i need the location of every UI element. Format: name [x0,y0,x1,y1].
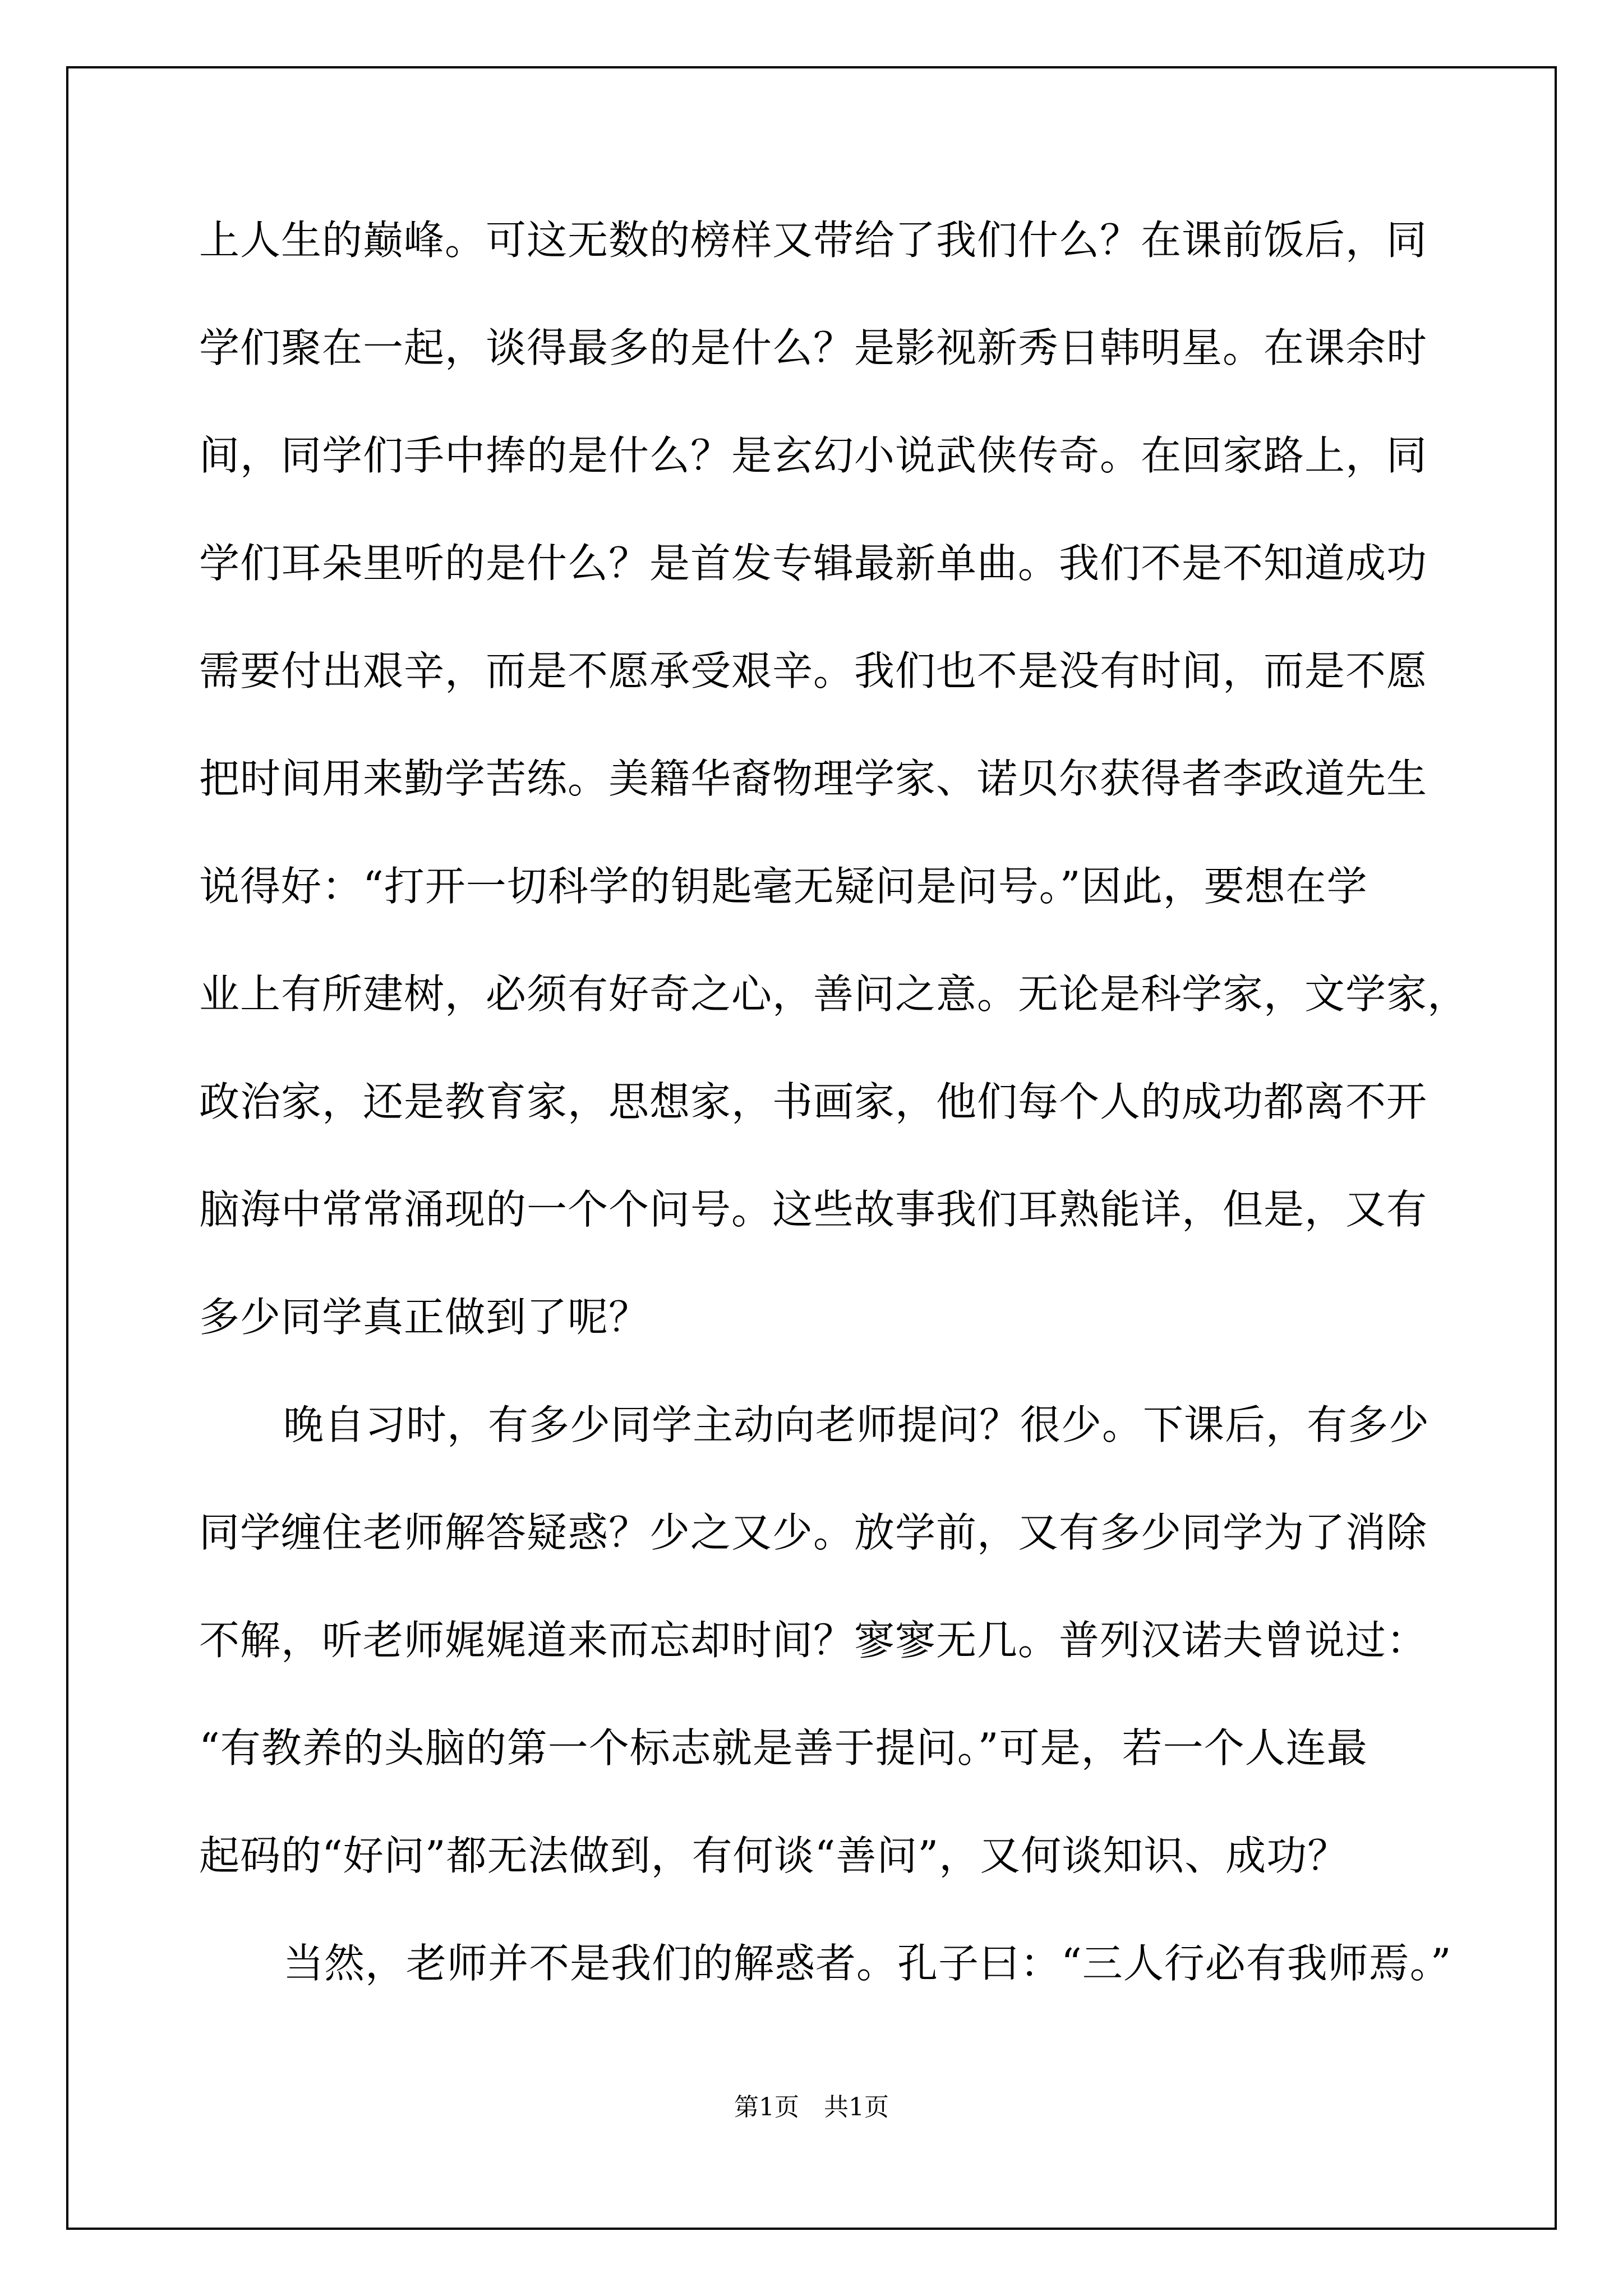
paragraph-start-line: 当然，老师并不是我们的解惑者。孔子曰：“三人行必有我师焉。” [283,1940,1452,1987]
text-line: 政治家，还是教育家，思想家，书画家，他们每个人的成功都离不开 [199,1078,1428,1125]
text-line: 把时间用来勤学苦练。美籍华裔物理学家、诺贝尔获得者李政道先生 [199,755,1428,802]
text-line: 说得好：“打开一切科学的钥匙毫无疑问是问号。”因此，要想在学 [199,863,1368,910]
paragraph-start-line: 晚自习时，有多少同学主动向老师提问？很少。下课后，有多少 [283,1401,1430,1448]
text-line: 多少同学真正做到了呢？ [199,1294,650,1341]
document-body [199,213,1469,2044]
text-line: 学们耳朵里听的是什么？是首发专辑最新单曲。我们不是不知道成功 [199,540,1428,587]
text-line: 脑海中常常涌现的一个个问号。这些故事我们耳熟能详，但是，又有 [199,1186,1428,1233]
text-line: “有教养的头脑的第一个标志就是善于提问。”可是，若一个人连最 [199,1724,1368,1772]
text-line: 上人生的巅峰。可这无数的榜样又带给了我们什么？在课前饭后，同 [199,217,1428,264]
text-line: 间，同学们手中捧的是什么？是玄幻小说武侠传奇。在回家路上，同 [199,432,1428,479]
text-line: 不解，听老师娓娓道来而忘却时间？寥寥无几。普列汉诺夫曾说过： [199,1617,1428,1664]
text-line: 业上有所建树，必须有好奇之心，善问之意。无论是科学家，文学家， [199,970,1469,1018]
text-line: 需要付出艰辛，而是不愿承受艰辛。我们也不是没有时间，而是不愿 [199,647,1428,694]
page-number-footer: 第1页 共1页 [734,2093,889,2122]
text-line: 同学缠住老师解答疑惑？少之又少。放学前，又有多少同学为了消除 [199,1509,1428,1556]
text-line: 起码的“好问”都无法做到，有何谈“善问”，又何谈知识、成功？ [199,1832,1349,1879]
text-line: 学们聚在一起，谈得最多的是什么？是影视新秀日韩明星。在课余时 [199,324,1428,371]
